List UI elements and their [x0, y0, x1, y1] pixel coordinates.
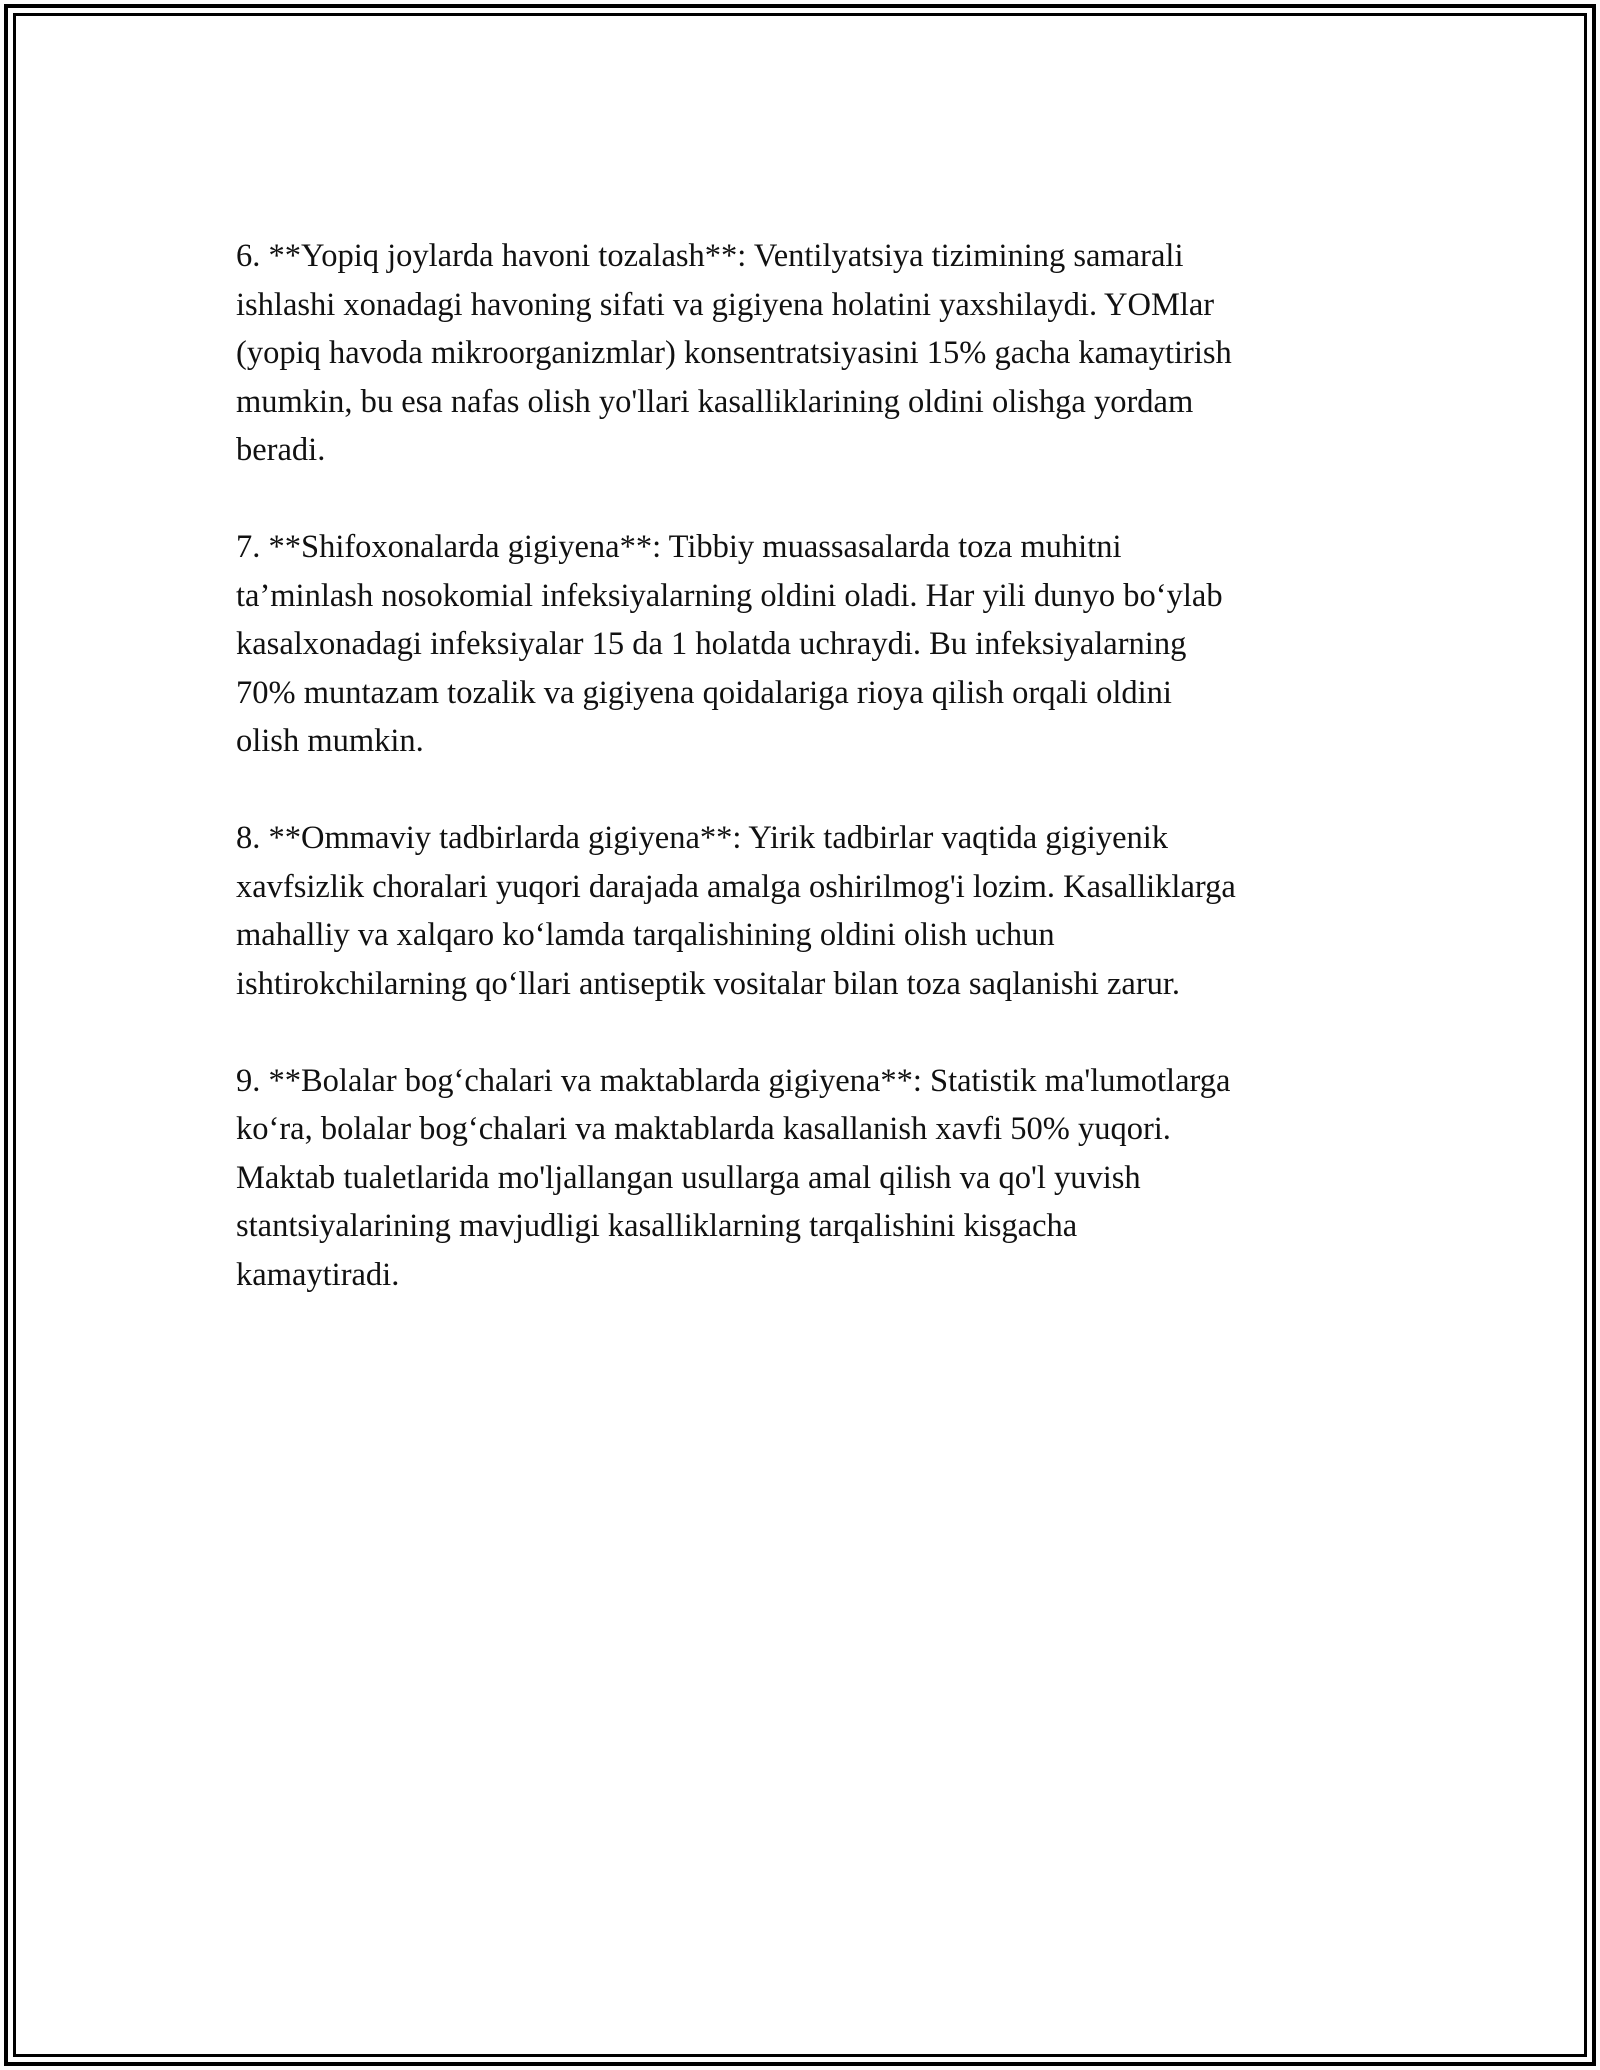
text-line: 8. **Ommaviy tadbirlarda gigiyena**: Yirik tadbirlar vaqtida gigiyenik [236, 820, 1169, 856]
paragraph-7 [236, 523, 1396, 766]
text-line: ta’minlash nosokomial infeksiyalarning oldini oladi. Har yili dunyo bo‘ylab [236, 577, 1223, 614]
text-line: kasalxonadagi infeksiyalar 15 da 1 holatda uchraydi. Bu infeksiyalarning [236, 626, 1187, 662]
text-line: beradi. [236, 432, 326, 468]
text-line: ishlashi xonadagi havoning sifati va gigiyena holatini yaxshilaydi. YOMlar [236, 286, 1215, 323]
text-line: xavfsizlik choralari yuqori darajada amalga oshirilmog'i lozim. Kasalliklarga [236, 868, 1236, 905]
text-line: Maktab tualetlarida mo'ljallangan usullarga amal qilish va qo'l yuvish [236, 1159, 1141, 1196]
text-line: mumkin, bu esa nafas olish yo'llari kasalliklarining oldini olishga yordam [236, 383, 1194, 420]
paragraph-9 [236, 1057, 1396, 1300]
text-line: 9. **Bolalar bog‘chalari va maktablarda gigiyena**: Statistik ma'lumotlarga [236, 1062, 1231, 1099]
paragraph-6 [236, 232, 1396, 475]
text-line: 6. **Yopiq joylarda havoni tozalash**: Ventilyatsiya tizimining samarali [236, 238, 1184, 274]
text-line: stantsiyalarining mavjudligi kasalliklarning tarqalishini kisgacha [236, 1208, 1078, 1244]
text-line: olish mumkin. [236, 723, 424, 759]
document-body [236, 232, 1396, 1348]
text-line: 7. **Shifoxonalarda gigiyena**: Tibbiy muassasalarda toza muhitni [236, 529, 1122, 565]
text-line: mahalliy va xalqaro ko‘lamda tarqalishining oldini olish uchun [236, 917, 1055, 953]
paragraph-8 [236, 814, 1396, 1008]
text-line: kamaytiradi. [236, 1256, 400, 1293]
text-line: (yopiq havoda mikroorganizmlar) konsentratsiyasini 15% gacha kamaytirish [236, 335, 1232, 371]
text-line: ishtirokchilarning qo‘llari antiseptik vositalar bilan toza saqlanishi zarur. [236, 965, 1181, 1002]
text-line: 70% muntazam tozalik va gigiyena qoidalariga rioya qilish orqali oldini [236, 674, 1172, 711]
text-line: ko‘ra, bolalar bog‘chalari va maktablarda kasallanish xavfi 50% yuqori. [236, 1111, 1171, 1147]
